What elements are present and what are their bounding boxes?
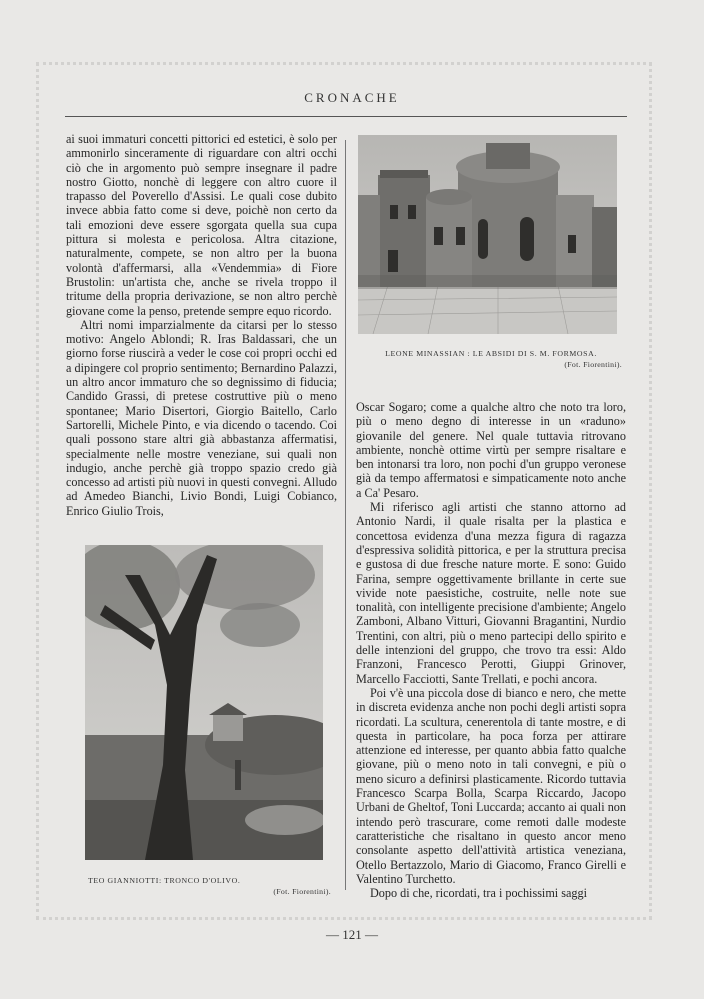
header-rule — [65, 116, 627, 117]
paragraph: Dopo di che, ricordati, tra i pochissimi saggi — [370, 886, 587, 901]
paragraph: Oscar Sogaro; come a qualche altro che noto tra loro, più o meno degno di interesse in un «raduno» giovanile del genere. Nel quale tuttavia ritrovano ambiente, nonchè ottime virtù per sempre risaltare e ben intonarsi tra loro, non pochi d'un gruppo veronese già da tempo affermatosi e simpaticamente noto anche a Ca' Pesaro. — [356, 400, 626, 500]
figure-apse-photo — [358, 135, 617, 334]
left-text-column — [66, 132, 337, 518]
paragraph: Altri nomi imparzialmente da citarsi per lo stesso motivo: Angelo Ablondi; R. Iras Baldassari, che un giorno forse riuscirà a veder le cose coi propri occhi ed a dipingere col proprio sentimento; Bernardino Palazzi, un altro ancor immaturo che so degnissimo di fiducia; Candido Grassi, di pretese costruttive più o meno spontanee; Mario Disertori, Giorgio Baitello, Carlo Sartorelli, Michele Pinto, e via dicendo o tacendo. Coi quali possono stare altri già abbastanza affermatisi, specialmente nelle mostre veneziane, sui quali non indugio, anche perchè già troppo spazio credo già concesso ad artisti più nuovi in questi convegni. Alludo ad Amedeo Bianchi, Livio Bondi, Luigi Cobianco, Enrico Giulio Trois, — [66, 317, 337, 518]
photo-credit: (Fot. Fiorentini). — [564, 360, 622, 369]
caption-title: LEONE MINASSIAN : LE ABSIDI DI S. M. FORMOSA. — [385, 349, 597, 358]
figure-caption — [360, 348, 622, 370]
column-rule — [345, 140, 346, 890]
paragraph: Mi riferisco agli artisti che stanno attorno ad Antonio Nardi, il quale risalta per la plastica e concettosa evidenza d'una mezza figura di ragazza d'espressiva solidità pittorica, e per la struttura precisa e gustosa di due fresche nature morte. E sono: Guido Farina, sempre oggettivamente brillante in certe sue vivide note paesistiche, costruite, nelle note sue tonalità, con intelligente precisione d'ambiente; Angelo Zamboni, Albano Vitturi, Giovanni Bragantini, Nurdio Trentini, con altri, più o meno partecipi dello spirito e delle intenzioni del gruppo, che trovo tra essi: Aldo Franzoni, Francesco Perotti, Giuppi Grinover, Marcello Facciotti, Sante Trellati, e pochi ancora. — [356, 500, 626, 686]
paragraph: Poi v'è una piccola dose di bianco e nero, che mette in discreta evidenza anche non pochi degli artisti sopra ricordati. La scultura, cenerentola di tante mostre, e di questa in particolare, ha poca forza per attirare attenzione ed interesse, per quanto abbia fatto qualche giovane, più o meno noto in tali convegni, e più o meno sicuro a definirsi plasticamente. Ricordo tuttavia Francesco Scarpa Bolla, Scarpa Riccardo, Jacopo Urbani de Gheltof, Toni Luccarda; accanto ai quali non intendo però trascurare, come remoti dalle modeste caratteristiche che risaltano in questo ancor meno consolante aspetto dell'attività artistica veneziana, Otello Bertazzolo, Mario di Giacomo, Franco Girelli e Valentino Turchetto. — [356, 685, 626, 886]
figure-olive-trunk-photo — [85, 545, 323, 860]
caption-title: TEO GIANNIOTTI: TRONCO D'OLIVO. — [88, 876, 241, 885]
paragraph: ai suoi immaturi concetti pittorici ed estetici, è solo per ammonirlo sinceramente di riguardare con altri occhi ciò che in argomento può sempre insegnare il padre nostro Giotto, nonchè di leggere con altro cuore il trapasso del Poverello d'Assisi. Le quali cose dubito invece abbia fatto come si deve, poichè non certo da tali emozioni deve essere sgorgata quella sua cupa pittura si molesta e pericolosa. Altra citazione, naturalmente, compete, se non altro per la buona volontà d'affermarsi, alla «Vendemmia» di Fiore Brustolin: un'artista che, anche se rivela troppo il tritume della propria derivazione, se non altro perchè giovane come la penso, pretende sempre equo ricordo. — [66, 132, 337, 318]
running-header: CRONACHE — [304, 90, 400, 105]
photo-credit: (Fot. Fiorentini). — [273, 887, 331, 896]
page-number: — 121 — — [326, 927, 378, 942]
right-text-column — [356, 400, 626, 900]
figure-caption — [88, 875, 331, 897]
